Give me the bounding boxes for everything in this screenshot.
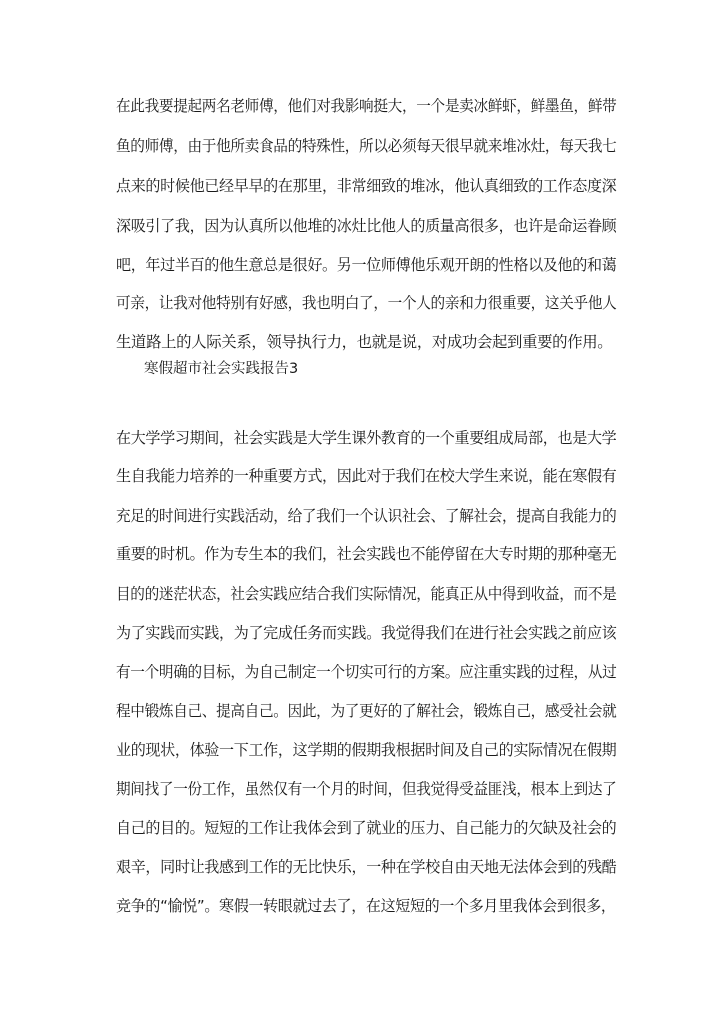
paragraph-2-line: 期间找了一份工作，虽然仅有一个月的时间，但我觉得受益匪浅，根本上到达了 bbox=[116, 780, 617, 798]
paragraph-2-line: 目的的迷茫状态，社会实践应结合我们实际情况，能真正从中得到收益，而不是 bbox=[116, 585, 617, 603]
paragraph-2-line: 充足的时间进行实践活动，给了我们一个认识社会、了解社会，提高自我能力的 bbox=[116, 507, 617, 525]
paragraph-2-line: 艰辛，同时让我感到工作的无比快乐，一种在学校自由天地无法体会到的残酷 bbox=[116, 858, 617, 876]
paragraph-1-line: 在此我要提起两名老师傅，他们对我影响挺大，一个是卖冰鲜虾，鲜墨鱼，鲜带 bbox=[116, 97, 617, 115]
paragraph-1-line: 鱼的师傅，由于他所卖食品的特殊性，所以必须每天很早就来堆冰灶，每天我七 bbox=[116, 137, 617, 155]
paragraph-2-line: 生自我能力培养的一种重要方式，因此对于我们在校大学生来说，能在寒假有 bbox=[116, 467, 617, 485]
paragraph-2-line: 自己的目的。短短的工作让我体会到了就业的压力、自己能力的欠缺及社会的 bbox=[116, 819, 617, 837]
paragraph-2-line: 竞争的“愉悦”。寒假一转眼就过去了，在这短短的一个多月里我体会到很多， bbox=[116, 897, 616, 915]
paragraph-1-line: 吧，年过半百的他生意总是很好。另一位师傅他乐观开朗的性格以及他的和蔼 bbox=[116, 256, 617, 274]
paragraph-2-line: 程中锻炼自己、提高自己。因此，为了更好的了解社会，锻炼自己，感受社会就 bbox=[116, 702, 617, 720]
paragraph-2-line: 为了实践而实践，为了完成任务而实践。我觉得我们在进行社会实践之前应该 bbox=[116, 624, 617, 642]
section-title: 寒假超市社会实践报告3 bbox=[144, 361, 299, 377]
paragraph-2-line: 业的现状，体验一下工作，这学期的假期我根据时间及自己的实际情况在假期 bbox=[116, 741, 617, 759]
paragraph-2-line: 重要的时机。作为专生本的我们，社会实践也不能停留在大专时期的那种毫无 bbox=[116, 545, 617, 563]
paragraph-1-line: 可亲，让我对他特别有好感，我也明白了，一个人的亲和力很重要，这关乎他人 bbox=[116, 294, 617, 312]
paragraph-1-line: 点来的时候他已经早早的在那里，非常细致的堆冰，他认真细致的工作态度深 bbox=[116, 177, 617, 195]
paragraph-2-line: 在大学学习期间，社会实践是大学生课外教育的一个重要组成局部，也是大学 bbox=[116, 429, 617, 447]
paragraph-1-line: 深吸引了我，因为认真所以他堆的冰灶比他人的质量高很多，也许是命运眷顾 bbox=[116, 217, 617, 235]
paragraph-2-line: 有一个明确的目标，为自己制定一个切实可行的方案。应注重实践的过程，从过 bbox=[116, 663, 617, 681]
paragraph-1-line: 生道路上的人际关系，领导执行力，也就是说，对成功会起到重要的作用。 bbox=[116, 333, 613, 351]
